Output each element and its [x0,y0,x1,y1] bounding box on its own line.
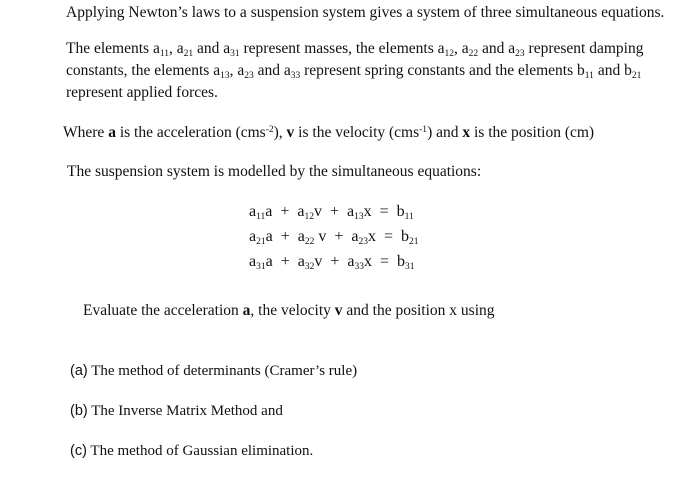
where-text: ), [273,124,287,141]
subscript: 33 [354,262,364,272]
elements-text: and a [478,40,516,57]
option-c [70,442,313,460]
subscript: 31 [256,262,266,272]
subscript: 11 [404,212,414,222]
subscript: 12 [444,49,455,59]
elements-text: , a [168,40,184,57]
subscript: 21 [183,49,194,59]
elements-text: represent applied forces. [66,84,218,101]
subscript: 21 [256,237,266,247]
option-b [70,402,283,420]
elements-line-2 [66,62,641,80]
subscript: 12 [304,212,314,222]
eq-text: x = b [363,203,405,220]
subscript: 33 [290,71,301,81]
var-a: a [108,124,116,141]
eq-text: a [249,228,257,245]
elements-line-1 [66,40,643,58]
where-text: is the acceleration (cms [115,124,266,141]
eq-text: a [249,203,257,220]
subscript: 21 [409,237,419,247]
exponent: -2 [265,125,274,135]
eq-text: v + a [314,203,355,220]
equation-3 [249,253,415,271]
elements-text: represent masses, the elements a [239,40,445,57]
elements-text: , a [229,62,245,79]
eq-text: v + a [314,228,359,245]
elements-text: , a [454,40,469,57]
elements-text: and a [193,40,231,57]
eq-text: x = b [363,253,405,270]
elements-text: The elements a [66,40,160,57]
evaluate-text: , the velocity [250,302,335,319]
subscript: 31 [405,262,415,272]
eq-text: x = b [367,228,409,245]
exponent: -1 [419,125,428,135]
elements-line-3 [66,84,218,102]
option-text: The Inverse Matrix Method and [87,403,283,419]
where-line [63,124,594,142]
where-text: ) and [427,124,463,141]
eq-text: a + a [265,203,305,220]
subscript: 11 [159,49,169,59]
subscript: 32 [304,262,315,272]
subscript: 23 [244,71,254,81]
eq-text: a + a [265,253,305,270]
option-letter: (c) [70,443,87,459]
elements-text: and a [253,62,291,79]
evaluate-text: Evaluate the acceleration [83,302,243,319]
eq-text: a [249,253,257,270]
modelled-text: The suspension system is modelled by the simultaneous equations: [67,163,482,180]
option-letter: (a) [70,363,88,379]
intro-text: Applying Newton’s laws to a suspension system gives a system of three simultaneous equations. [66,4,665,21]
subscript: 21 [631,71,642,81]
subscript: 22 [304,237,315,247]
option-letter: (b) [70,403,88,419]
evaluate-line [83,302,495,320]
where-text: is the position (cm) [470,124,595,141]
elements-text: represent spring constants and the elements b [300,62,585,79]
where-text: Where [63,124,109,141]
eq-text: a + a [265,228,305,245]
option-text: The method of Gaussian elimination. [86,443,314,459]
var-x: x [462,124,471,141]
elements-text: and b [593,62,632,79]
subscript: 13 [354,212,364,222]
subscript: 31 [230,49,240,59]
subscript: 11 [256,212,266,222]
eq-text: v + a [314,253,355,270]
subscript: 11 [584,71,594,81]
elements-text: represent damping [524,40,644,57]
var-v: v [334,302,343,319]
option-a [70,362,357,380]
equation-2 [249,228,419,246]
evaluate-text: and the position x using [342,302,495,319]
equation-1 [249,203,414,221]
where-text: is the velocity (cms [294,124,420,141]
var-a: a [242,302,251,319]
subscript: 22 [468,49,479,59]
subscript: 23 [515,49,525,59]
subscript: 23 [358,237,368,247]
subscript: 13 [220,71,230,81]
var-v: v [286,124,295,141]
option-text: The method of determinants (Cramer’s rule) [87,363,358,379]
elements-text: constants, the elements a [66,62,221,79]
